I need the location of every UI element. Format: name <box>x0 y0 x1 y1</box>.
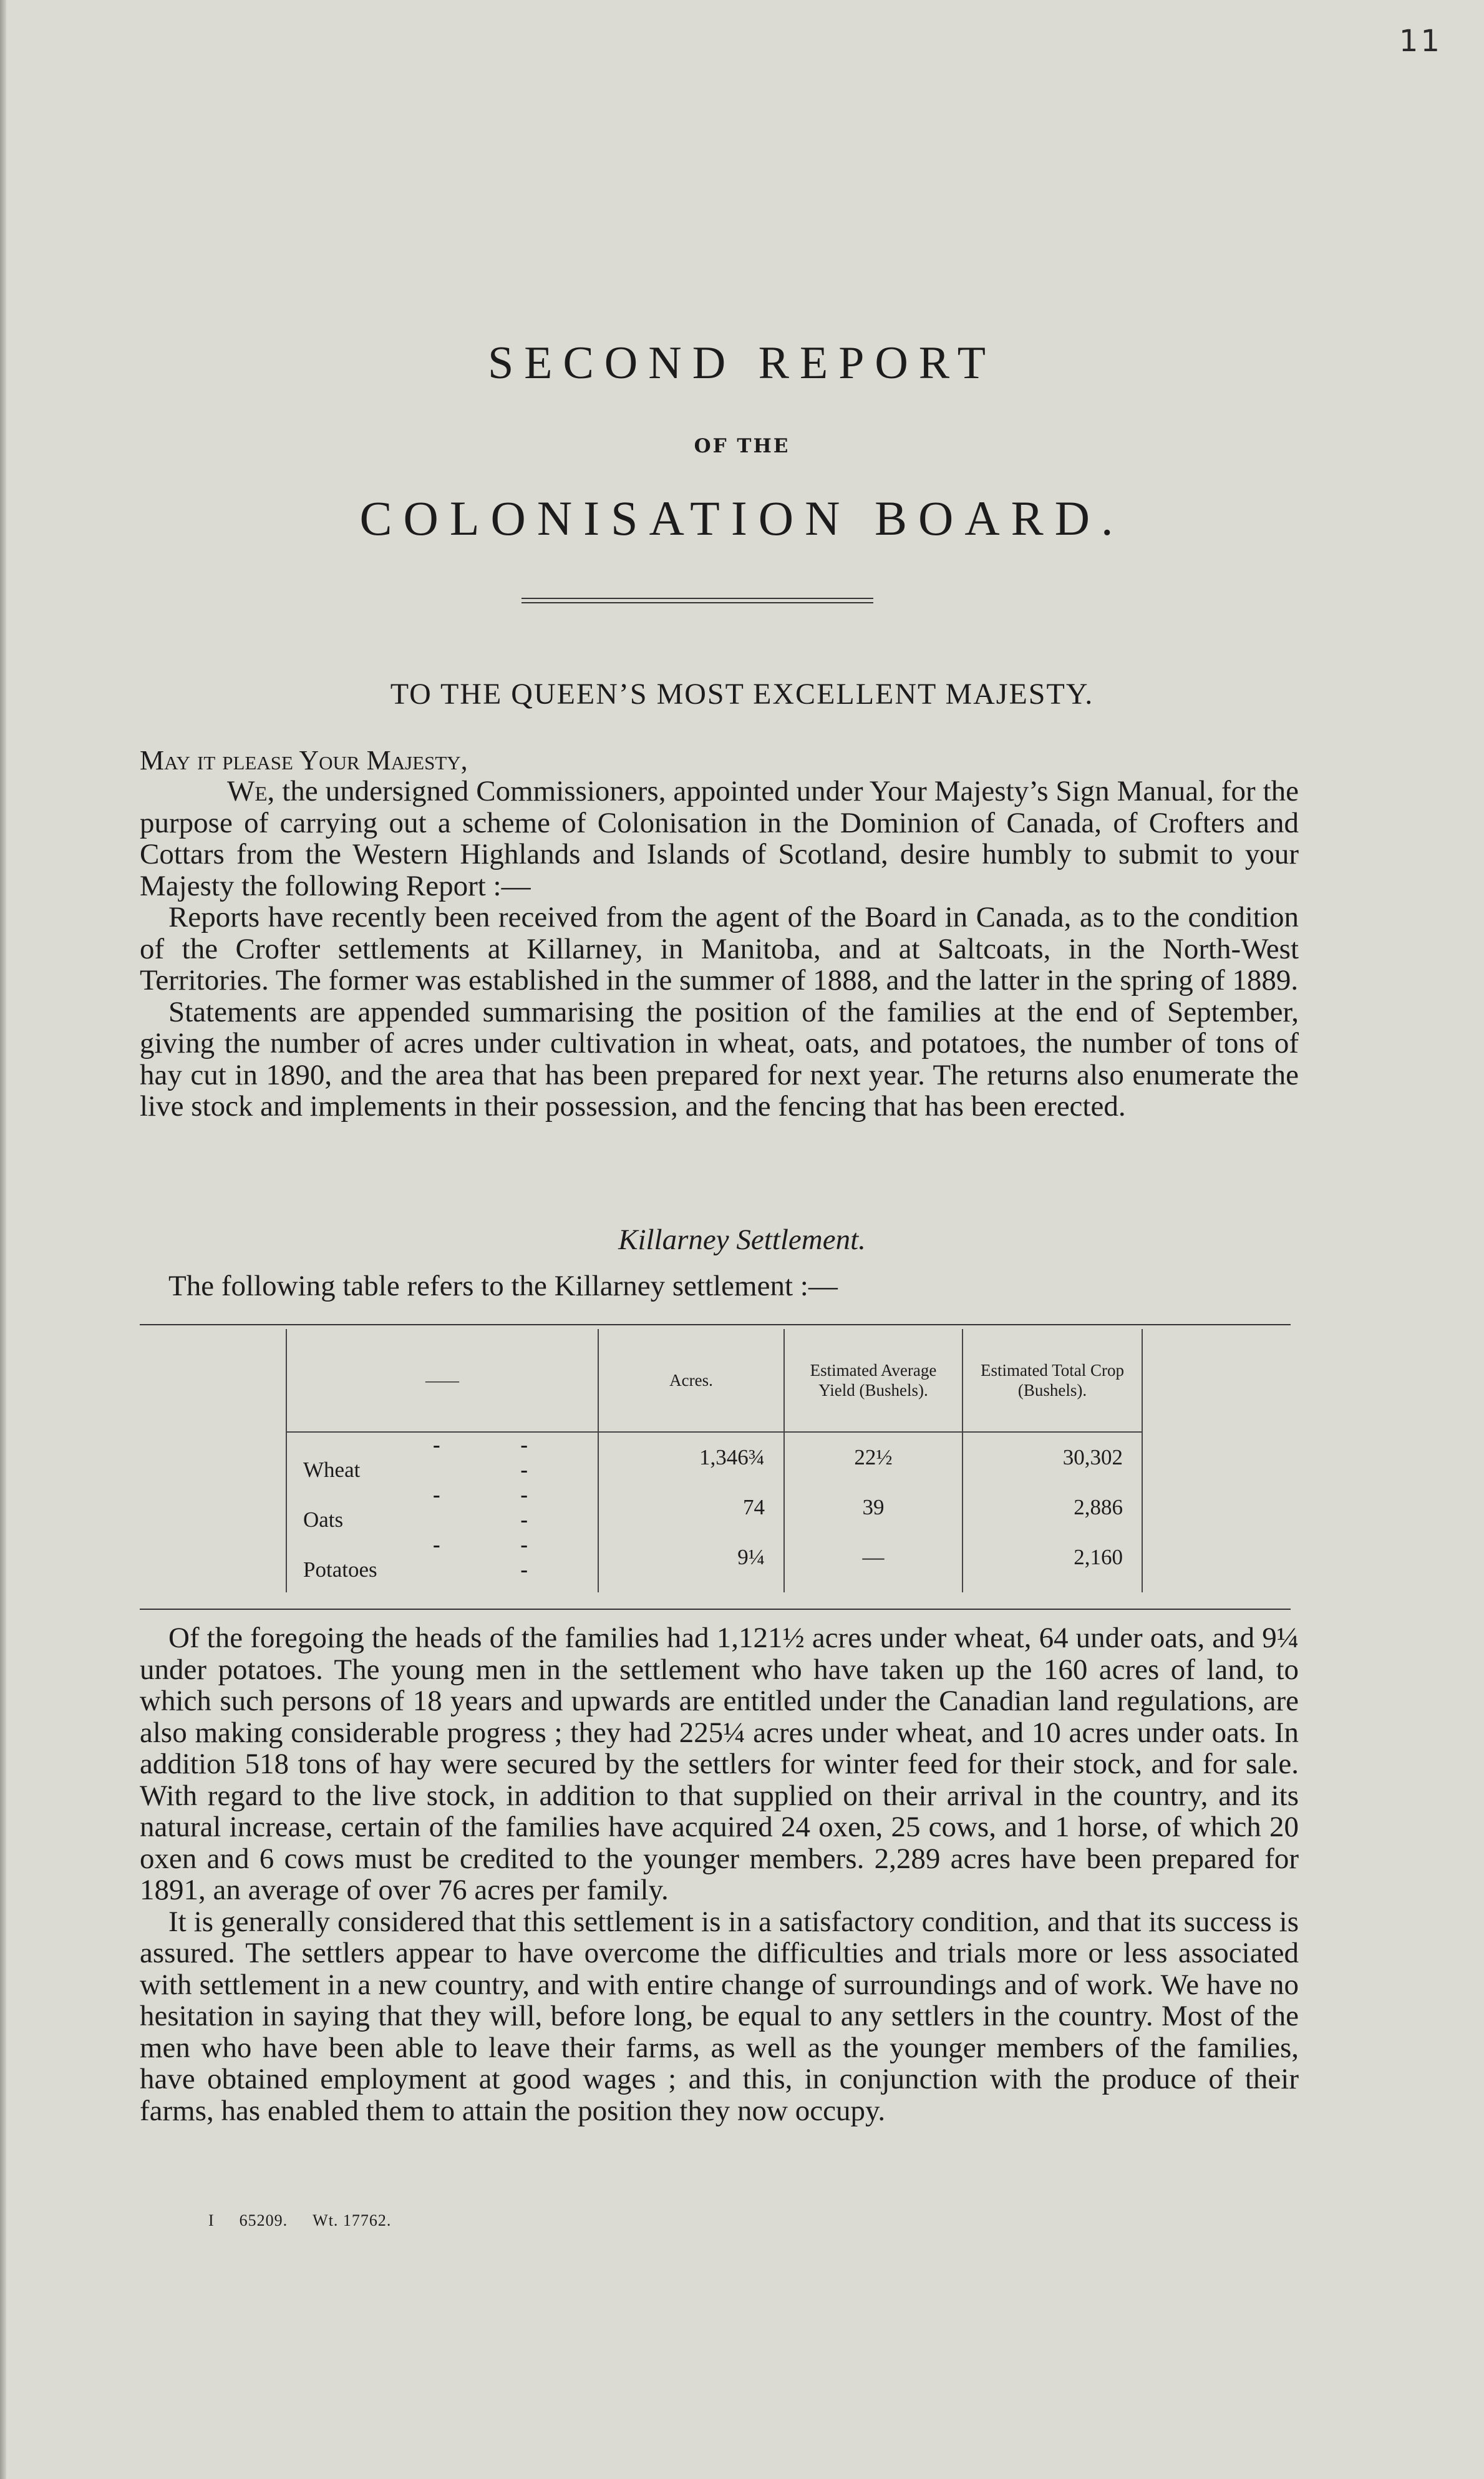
crop-table <box>286 1329 1143 1592</box>
intro-block <box>140 776 1299 1123</box>
footer-weight: Wt. 17762. <box>313 2211 392 2229</box>
yield-cell: 22½ <box>784 1432 963 1483</box>
salutation: May it please Your Majesty, <box>140 745 468 776</box>
paragraph-foregoing: Of the foregoing the heads of the families had 1,121½ acres under wheat, 64 under oats, and 9¼ under potatoes. The young men in the settlement who have taken up the 160 acres of land, to which such persons of 18 years and upwards are entitled under the Canadian land regulations, are also making considerable progress ; they had 225¼ acres under wheat, and 10 acres under oats. In addition 518 tons of hay were secured by the settlers for winter feed for their stock, and for sale. With regard to the live stock, in addition to that supplied on their arrival in the country, and its natural increase, certain of the families have acquired 24 oxen, 25 cows, and 1 horse, of which 20 oxen and 6 cows must be credited to the younger members. 2,289 acres have been prepared for 1891, an average of over 76 acres per family. <box>140 1622 1299 1906</box>
total-cell: 2,886 <box>963 1483 1142 1532</box>
intro-text: the undersigned Commissioners, appointed under Your Majesty’s Sign Manual, for the purpose of carrying out a scheme of Colonisation in the Dominion of Canada, of Crofters and Cottars from the Western Highlands and Islands of Scotland, desire humbly to submit to your Majesty the following Report :— <box>140 775 1299 902</box>
crop-name: Oats <box>303 1507 344 1532</box>
footer-number: 65209. <box>239 2211 288 2229</box>
header-yield: Estimated Average Yield (Bushels). <box>784 1329 963 1432</box>
address-line: TO THE QUEEN’S MOST EXCELLENT MAJESTY. <box>390 678 1094 711</box>
header-crop: —— <box>286 1329 598 1432</box>
table-row <box>286 1532 1142 1592</box>
leader-dots: - - - <box>432 1483 565 1532</box>
yield-cell: 39 <box>784 1483 963 1532</box>
paragraph-statements: Statements are appended summarising the position of the families at the end of September, giving the number of acres under cultivation in wheat, oats, and potatoes, the number of tons of hay cut in 1890, and the area that has been prepared for next year. The returns also enumerate the live stock and implements in their possession, and the fencing that has been erected. <box>140 995 1299 1123</box>
header-acres: Acres. <box>598 1329 784 1432</box>
crop-name: Wheat <box>303 1458 361 1482</box>
leader-dots: - - - <box>432 1433 565 1482</box>
paragraph-reports: Reports have recently been received from the agent of the Board in Canada, as to the condition of the Crofter settlements at Killarney, in Manitoba, and at Saltcoats, in the North-West Territories. The former was established in the summer of 1888, and the latter in the spring of 1889. <box>140 901 1299 996</box>
table-row <box>286 1432 1142 1483</box>
report-title-connector: OF THE <box>694 435 790 457</box>
print-footer <box>208 2211 416 2230</box>
paragraph-conclusion: It is generally considered that this settlement is in a satisfactory condition, and that its success is assured. The settlers appear to have overcome the difficulties and trials more or less associated with settlement in a new country, and with entire change of surroundings and of work. We have no hesitation in saying that they will, before long, be equal to any settlers in the country. Most of the men who have been able to leave their farms, as well as the younger members of the families, have obtained employment at good wages ; and this, in conjunction with the produce of their farms, has enabled them to attain the position they now occupy. <box>140 1905 1299 2127</box>
total-cell: 2,160 <box>963 1532 1142 1592</box>
report-title: SECOND REPORT <box>488 338 996 389</box>
board-title: COLONISATION BOARD. <box>359 491 1125 545</box>
double-rule-divider <box>521 598 873 603</box>
section-heading: Killarney Settlement. <box>618 1224 866 1256</box>
crop-name: Potatoes <box>303 1557 377 1582</box>
body-block <box>140 1622 1299 2126</box>
acres-cell: 74 <box>598 1483 784 1532</box>
table-row <box>286 1483 1142 1532</box>
table-bottom-rule <box>140 1609 1291 1610</box>
leader-dots: - - - <box>432 1532 565 1582</box>
total-cell: 30,302 <box>963 1432 1142 1483</box>
header-total: Estimated Total Crop (Bushels). <box>963 1329 1142 1432</box>
acres-cell: 1,346¾ <box>598 1432 784 1483</box>
page-number: 11 <box>1399 24 1442 59</box>
footer-code: I <box>208 2211 215 2229</box>
intro-paragraph <box>140 776 1299 902</box>
yield-cell: — <box>784 1532 963 1592</box>
acres-cell: 9¼ <box>598 1532 784 1592</box>
table-intro: The following table refers to the Killarney settlement :— <box>168 1270 838 1302</box>
table-top-rule <box>140 1324 1291 1325</box>
intro-lead-word: We, <box>227 775 275 807</box>
table-header-row <box>286 1329 1142 1432</box>
